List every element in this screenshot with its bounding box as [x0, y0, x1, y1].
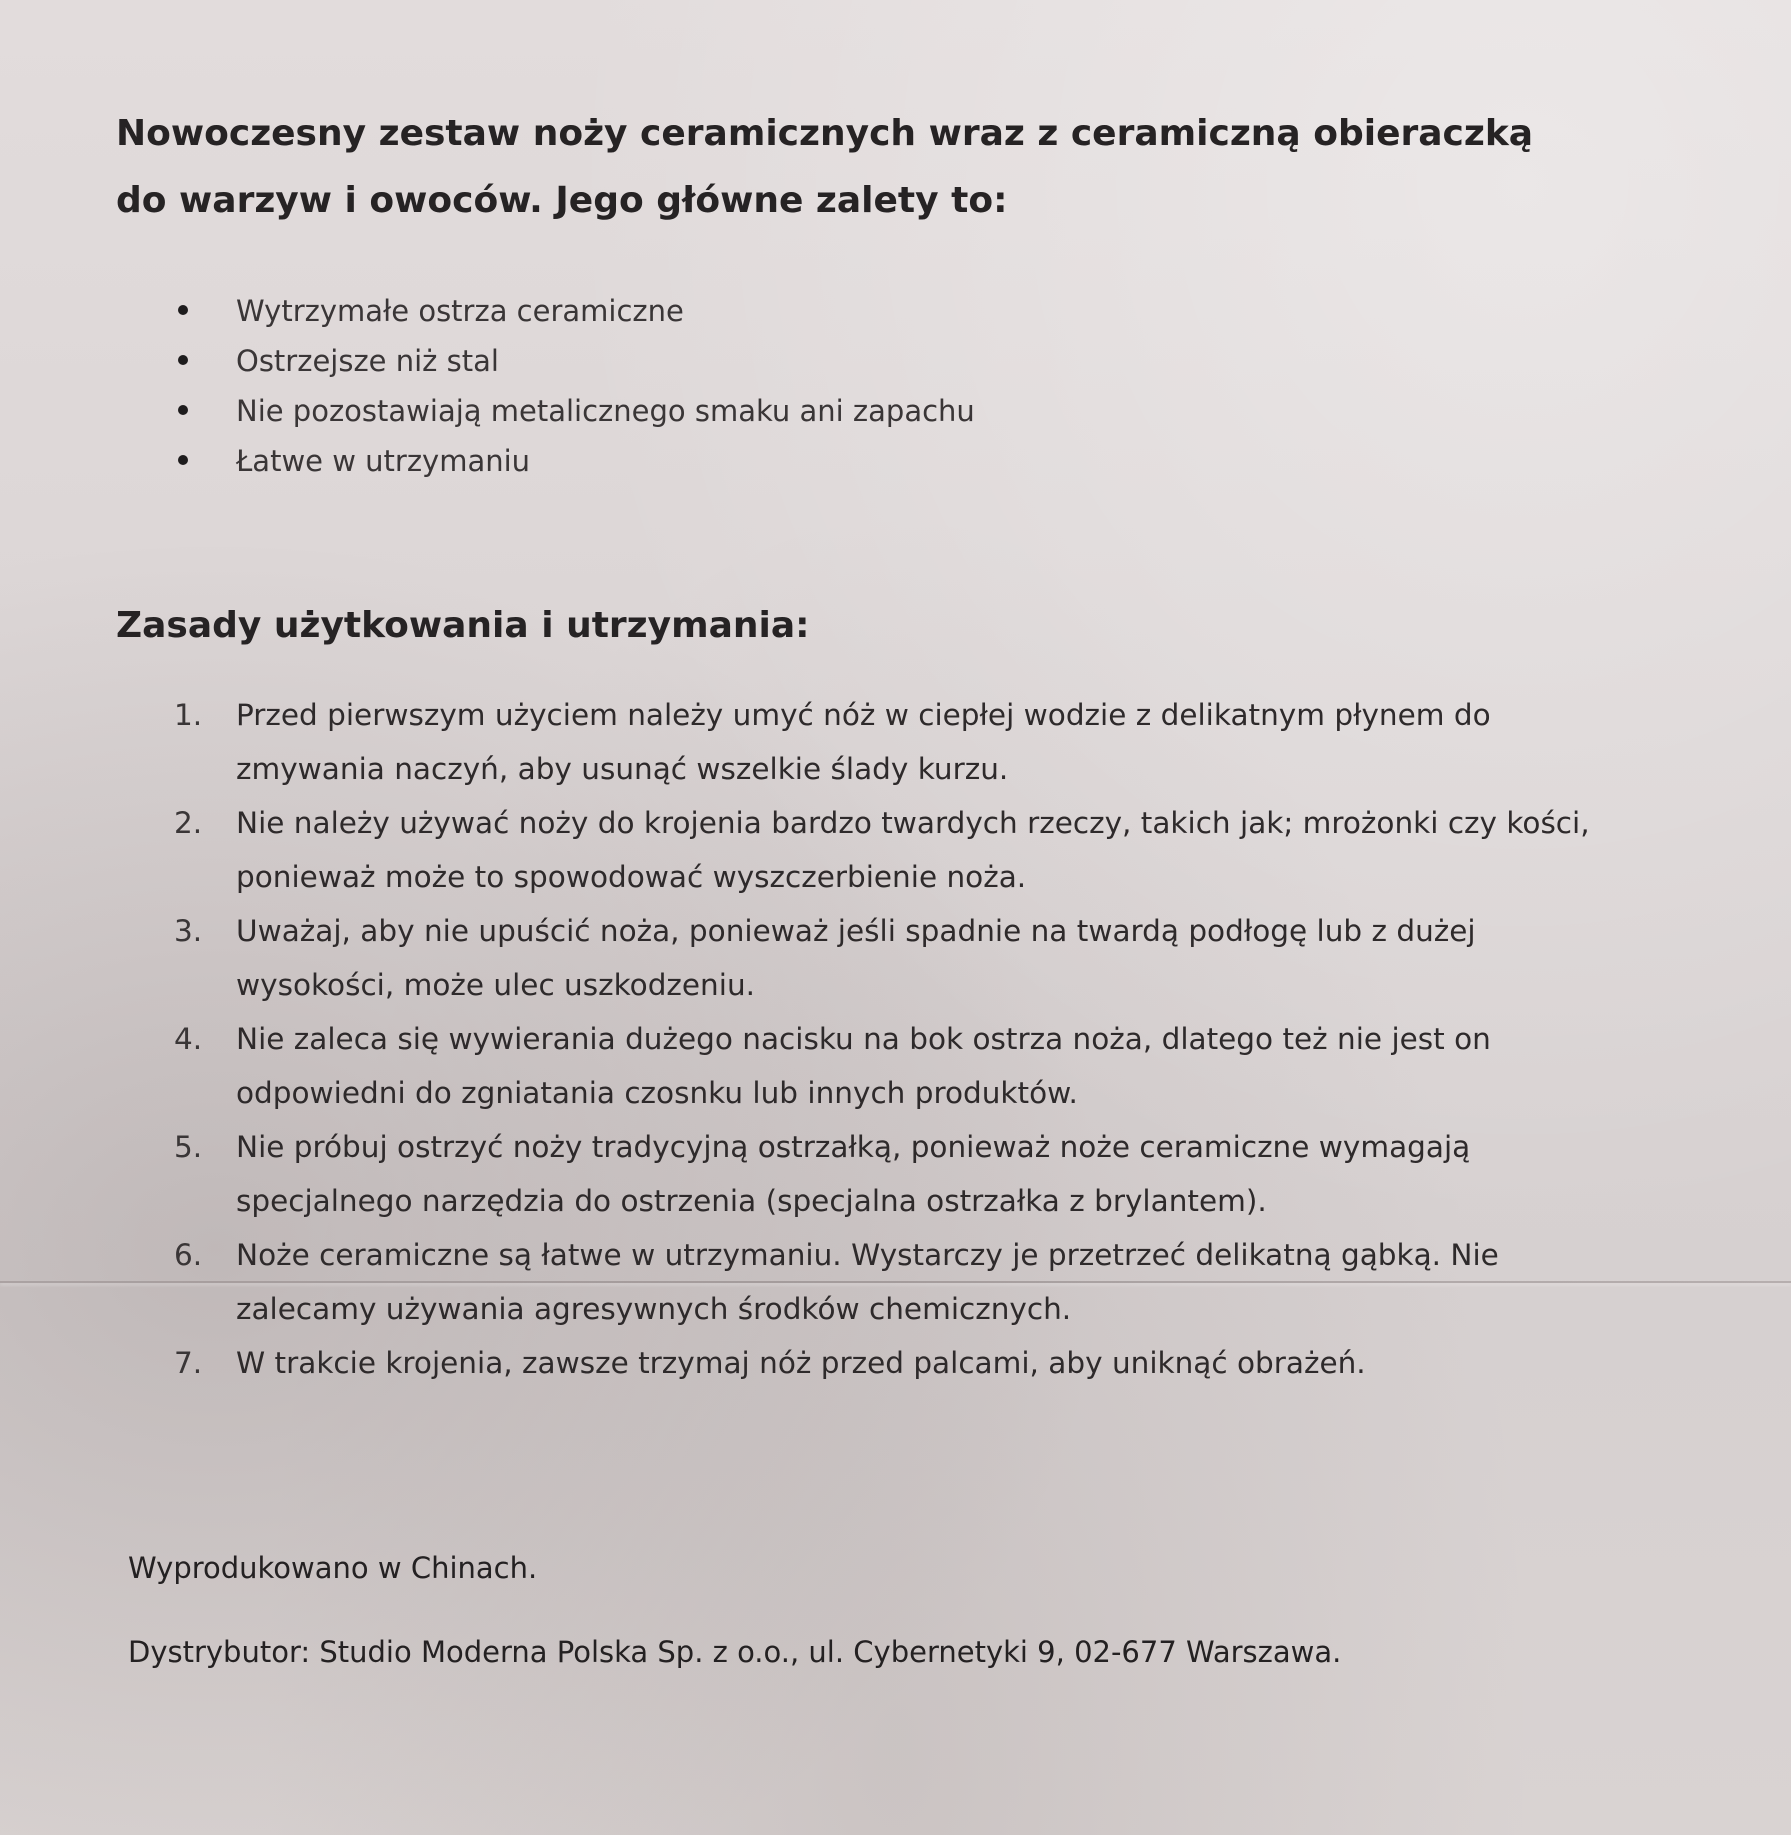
feature-text: Wytrzymałe ostrza ceramiczne: [236, 294, 684, 328]
feature-item: [178, 436, 1676, 486]
bullet-icon: [178, 405, 188, 415]
rule-item: [174, 904, 1616, 1012]
rule-number: 2.: [174, 806, 203, 840]
feature-item: [178, 286, 1676, 336]
rule-number: 7.: [174, 1346, 203, 1380]
feature-item: [178, 336, 1676, 386]
rule-number: 1.: [174, 698, 203, 732]
rule-number: 5.: [174, 1130, 203, 1164]
rule-item: [174, 1120, 1616, 1228]
bullet-icon: [178, 305, 188, 315]
rule-number: 6.: [174, 1238, 203, 1272]
intro-paragraph: Nowoczesny zestaw noży ceramicznych wraz z ceramiczną obieraczką do warzyw i owoców. Jego główne zalety to:: [116, 113, 1534, 221]
rule-item: [174, 796, 1616, 904]
rule-number: 4.: [174, 1022, 203, 1056]
features-list: [116, 286, 1676, 486]
rule-text: W trakcie krojenia, zawsze trzymaj nóż przed palcami, aby uniknąć obrażeń.: [236, 1346, 1366, 1380]
bullet-icon: [178, 455, 188, 465]
rule-item: [174, 1228, 1616, 1336]
rule-item: [174, 1012, 1616, 1120]
rules-list: [116, 688, 1676, 1390]
distributor-text: Dystrybutor: Studio Moderna Polska Sp. z o.o., ul. Cybernetyki 9, 02-677 Warszawa.: [128, 1635, 1342, 1669]
rule-number: 3.: [174, 914, 203, 948]
feature-item: [178, 386, 1676, 436]
rule-text: Nie należy używać noży do krojenia bardzo twardych rzeczy, takich jak; mrożonki czy kości, ponieważ może to spowodować wyszczerbienie noża.: [236, 806, 1590, 894]
bullet-icon: [178, 355, 188, 365]
rule-text: Uważaj, aby nie upuścić noża, ponieważ jeśli spadnie na twardą podłogę lub z dużej wysokości, może ulec uszkodzeniu.: [236, 914, 1476, 1002]
feature-text: Nie pozostawiają metalicznego smaku ani zapachu: [236, 394, 975, 428]
rule-text: Nie próbuj ostrzyć noży tradycyjną ostrzałką, ponieważ noże ceramiczne wymagają specjalnego narzędzia do ostrzenia (specjalna ostrzałka z brylantem).: [236, 1130, 1471, 1218]
feature-text: Ostrzejsze niż stal: [236, 344, 499, 378]
rule-text: Noże ceramiczne są łatwe w utrzymaniu. Wystarczy je przetrzeć delikatną gąbką. Nie zalecamy używania agresywnych środków chemicznych.: [236, 1238, 1499, 1326]
rule-text: Nie zaleca się wywierania dużego nacisku na bok ostrza noża, dlatego też nie jest on odpowiedni do zgniatania czosnku lub innych produktów.: [236, 1022, 1491, 1110]
rule-text: Przed pierwszym użyciem należy umyć nóż w ciepłej wodzie z delikatnym płynem do zmywania naczyń, aby usunąć wszelkie ślady kurzu.: [236, 698, 1491, 786]
rules-heading: Zasady użytkowania i utrzymania:: [116, 605, 810, 646]
document-content: [116, 100, 1676, 1672]
made-in-text: Wyprodukowano w Chinach.: [128, 1551, 538, 1585]
rule-item: [174, 688, 1616, 796]
rule-item: [174, 1336, 1616, 1390]
feature-text: Łatwe w utrzymaniu: [236, 444, 531, 478]
